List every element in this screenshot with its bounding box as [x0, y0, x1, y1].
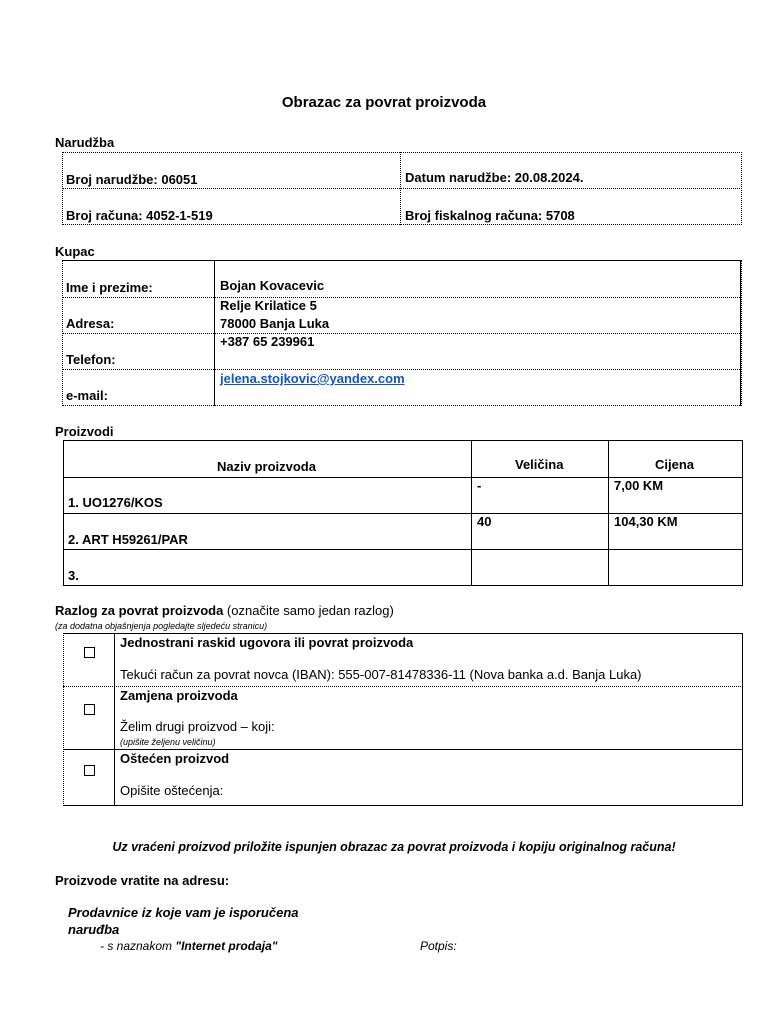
option-hint: (upišite željenu veličinu) — [120, 737, 216, 747]
fiscal-number: Broj fiskalnog računa: 5708 — [405, 208, 575, 223]
order-number: Broj narudžbe: 06051 — [66, 172, 198, 187]
reason-heading — [55, 603, 394, 618]
order-date: Datum narudžbe: 20.08.2024. — [405, 170, 584, 185]
address-label: Adresa: — [66, 316, 115, 331]
product-name: 1. UO1276/KOS — [68, 495, 163, 510]
product-price: 104,30 KM — [614, 514, 678, 529]
return-address-label: Proizvode vratite na adresu: — [55, 873, 230, 888]
address-line1: Relje Krilatice 5 — [220, 298, 317, 313]
exchange-checkbox[interactable] — [84, 704, 95, 715]
email-label: e-mail: — [66, 388, 108, 403]
product-size: 40 — [477, 514, 492, 529]
product-name: 2. ART H59261/PAR — [68, 532, 188, 547]
reason-label: Razlog za povrat proizvoda — [55, 603, 224, 618]
signature-label: Potpis: — [420, 939, 457, 953]
mark-prefix: - s naznakom — [100, 939, 176, 953]
option-title: Jednostrani raskid ugovora ili povrat proizvoda — [120, 635, 414, 650]
phone-value: +387 65 239961 — [220, 334, 315, 349]
reason-sublabel: (označite samo jedan razlog) — [223, 603, 394, 618]
name-value: Bojan Kovacevic — [220, 278, 325, 293]
customer-section-label: Kupac — [55, 244, 95, 259]
withdrawal-checkbox[interactable] — [84, 647, 95, 658]
product-name: 3. — [68, 568, 79, 583]
damaged-checkbox[interactable] — [84, 765, 95, 776]
option-detail: Opišite oštećenja: — [120, 783, 224, 798]
products-section-label: Proizvodi — [55, 424, 114, 439]
reason-note: (za dodatna objašnjenja pogledajte sljedeću stranicu) — [55, 621, 268, 631]
email-link[interactable]: jelena.stojkovic@yandex.com — [220, 371, 405, 386]
product-price: 7,00 KM — [614, 478, 664, 493]
header-product-name: Naziv proizvoda — [217, 459, 316, 474]
internet-sale-mark — [100, 939, 277, 953]
option-detail: Tekući račun za povrat novca (IBAN): 555-007-81478336-11 (Nova banka a.d. Banja Luka) — [120, 667, 642, 682]
phone-label: Telefon: — [66, 352, 116, 367]
option-title: Zamjena proizvoda — [120, 688, 238, 703]
option-title: Oštećen proizvod — [120, 751, 230, 766]
header-price: Cijena — [655, 457, 695, 472]
name-label: Ime i prezime: — [66, 280, 153, 295]
option-detail: Želim drugi proizvod – koji: — [120, 719, 275, 734]
notice-text: Uz vraćeni proizvod priložite ispunjen obrazac za povrat proizvoda i kopiju originalnog računa! — [112, 840, 676, 854]
product-size: - — [477, 478, 482, 493]
address-line2: 78000 Banja Luka — [220, 316, 330, 331]
mark-bold: "Internet prodaja" — [175, 939, 278, 953]
store-line1: Prodavnice iz koje vam je isporučena — [68, 905, 299, 920]
store-line2: naruđba — [68, 922, 120, 937]
invoice-number: Broj računa: 4052-1-519 — [66, 208, 213, 223]
order-section-label: Narudžba — [55, 135, 115, 150]
page-title: Obrazac za povrat proizvoda — [281, 94, 487, 111]
header-size: Veličina — [515, 457, 564, 472]
